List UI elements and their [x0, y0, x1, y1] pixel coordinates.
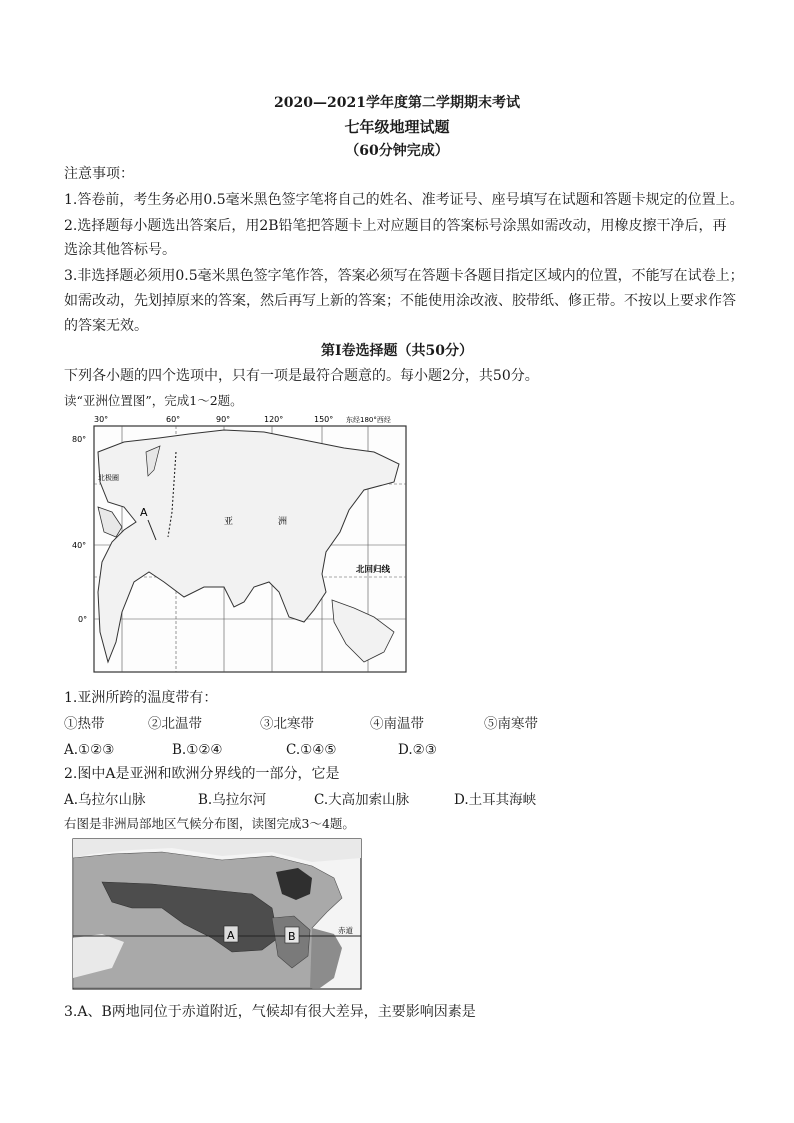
- lon-label-150: 150°: [314, 415, 334, 424]
- section-intro: 下列各小题的四个选项中，只有一项是最符合题意的。每小题2分，共50分。: [64, 368, 539, 384]
- map1-point-a: A: [140, 506, 148, 519]
- lon-label-30: 30°: [94, 415, 109, 424]
- q1-item-3: ③北寒带: [260, 716, 314, 732]
- lat-label-40: 40°: [72, 541, 87, 550]
- map1-region-label-2: 洲: [278, 517, 288, 527]
- q1-item-2: ②北温带: [148, 716, 202, 732]
- lon-label-60b: 60°: [166, 415, 181, 424]
- notice-heading: 注意事项：: [64, 166, 134, 182]
- map1-region-label-1: 亚: [224, 517, 234, 527]
- notice-line-4: 3.非选择题必须用0.5毫米黑色签字笔作答，答案必须写在答题卡各题目指定区域内的位置，不能写在试卷上；: [64, 268, 744, 284]
- q1-choice-d[interactable]: D.②③: [398, 742, 437, 758]
- lat-label-0: 0°: [78, 615, 88, 624]
- q1-item-4: ④南温带: [370, 716, 424, 732]
- q1-choice-c[interactable]: C.①④⑤: [286, 742, 337, 758]
- notice-line-2: 2.选择题每小题选出答案后，用2B铅笔把答题卡上对应题目的答案标号涂黑如需改动，用橡皮擦干净后，再: [64, 218, 727, 234]
- q1-item-5: ⑤南寒带: [484, 716, 538, 732]
- section-title: 第Ⅰ卷选择题（共50分）: [320, 343, 474, 359]
- lon-label-180: 东经180°西经: [346, 416, 391, 424]
- tropic-label: 北回归线: [356, 565, 391, 575]
- exam-year-title: 2020—2021学年度第二学期期末考试: [274, 95, 520, 111]
- q1-items: [64, 714, 584, 734]
- asia-position-map: [64, 412, 414, 674]
- q1-choice-b[interactable]: B.①②④: [172, 742, 223, 758]
- map2-prompt: 右图是非洲局部地区气候分布图，读图完成3～4题。: [64, 816, 355, 831]
- arctic-circle-label: 北极圈: [98, 474, 119, 482]
- q1-stem: 1.亚洲所跨的温度带有：: [64, 690, 218, 706]
- exam-duration: （60分钟完成）: [345, 143, 449, 159]
- lon-label-120: 120°: [264, 415, 284, 424]
- lat-label-80: 80°: [72, 435, 87, 444]
- map2-label-b: B: [288, 930, 296, 943]
- notice-line-6: 的答案无效。: [64, 318, 148, 334]
- q2-stem: 2.图中A是亚洲和欧洲分界线的一部分，它是: [64, 766, 340, 782]
- q3-stem: 3.A、B两地同位于赤道附近，气候却有很大差异，主要影响因素是: [64, 1004, 476, 1020]
- q1-choices: [64, 740, 484, 760]
- africa-climate-map: [72, 838, 362, 990]
- exam-subject-title: 七年级地理试题: [344, 118, 450, 136]
- lon-label-90: 90°: [216, 415, 231, 424]
- notice-line-1: 1.答卷前，考生务必用0.5毫米黑色签字笔将自己的姓名、准考证号、座号填写在试题和答题卡规定的位置上。: [64, 192, 744, 208]
- q2-choice-a[interactable]: A.乌拉尔山脉: [64, 792, 146, 808]
- q1-item-1: ①热带: [64, 716, 105, 732]
- q2-choices: [64, 790, 584, 810]
- q2-choice-d[interactable]: D.土耳其海峡: [454, 792, 537, 808]
- equator-label: 赤道: [338, 926, 353, 935]
- q2-choice-b[interactable]: B.乌拉尔河: [198, 792, 267, 808]
- notice-line-5: 如需改动，先划掉原来的答案，然后再写上新的答案；不能使用涂改液、胶带纸、修正带。不按以上要求作答: [64, 293, 736, 309]
- notice-line-3: 选涂其他答标号。: [64, 242, 176, 258]
- q2-choice-c[interactable]: C.大高加索山脉: [314, 792, 410, 808]
- q1-choice-a[interactable]: A.①②③: [64, 742, 115, 758]
- map2-label-a: A: [227, 929, 235, 942]
- map1-prompt: 读“亚洲位置图”，完成1～2题。: [64, 393, 243, 408]
